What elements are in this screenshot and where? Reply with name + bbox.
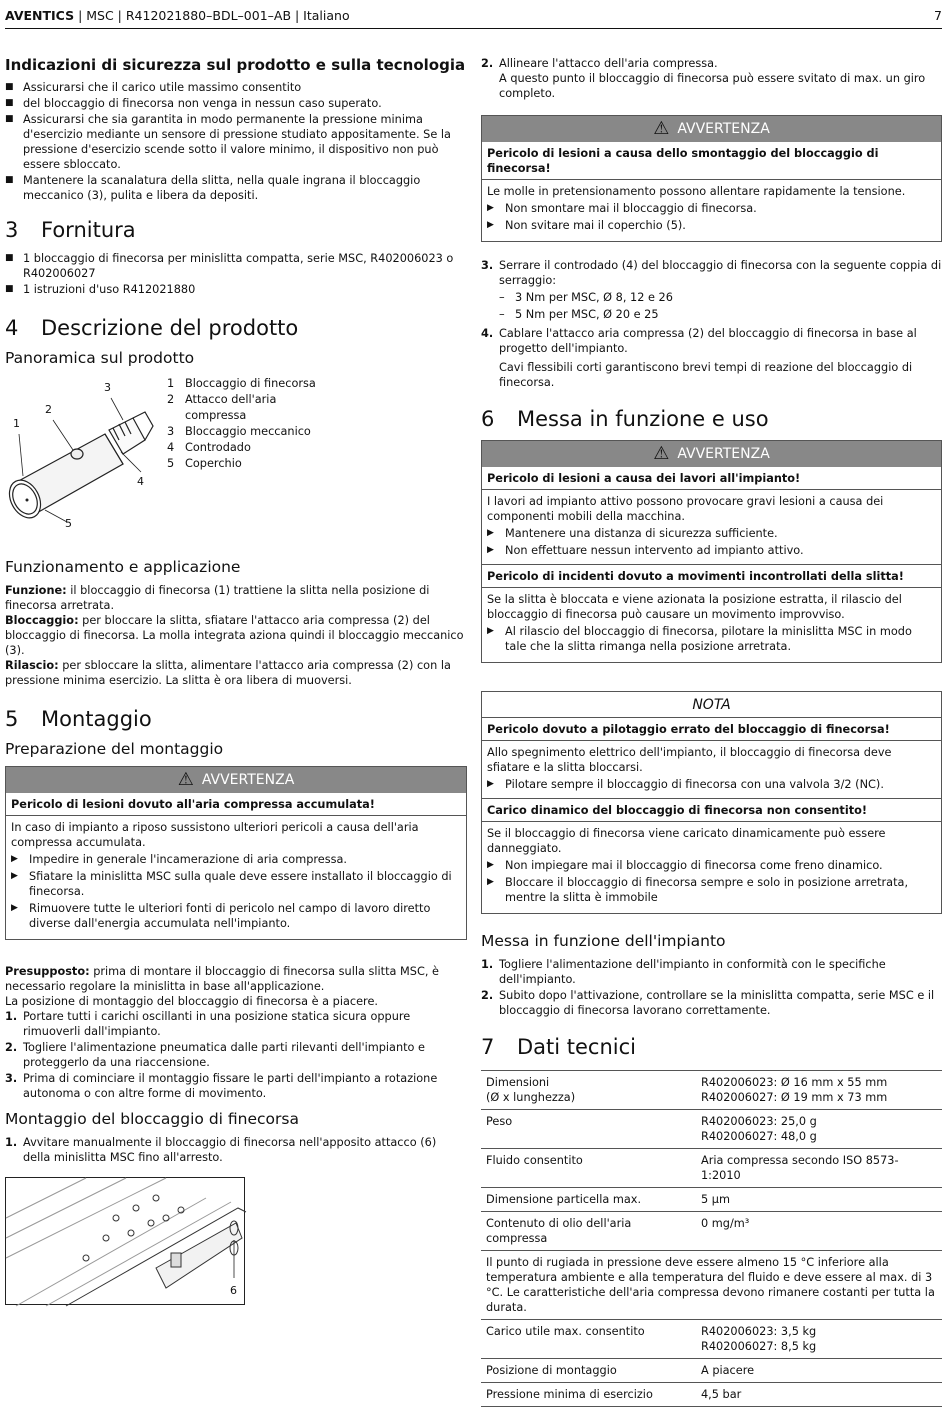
mounting-title: Montaggio del bloccaggio di finecorsa [5,1110,299,1128]
note-action [487,858,936,873]
warning-box-dismantling [481,115,942,242]
tech-value: R402006023: 25,0 g R402006027: 48,0 g [696,1110,942,1149]
prerequisite-body: prima di montare il bloccaggio di finecorsa sulla slitta MSC, è necessario regolare la minislitta in base all'applicazione. [5,965,439,993]
mounting-step-1 [5,1135,467,1165]
overview-title: Panoramica sul prodotto [5,349,195,367]
bullet-marker: ■ [5,98,14,108]
step-text: Portare tutti i carichi oscillanti in una posizione statica sicura oppure rimuoverli dall'impianto. [23,1010,411,1038]
tech-value: R402006023: 3,5 kg R402006027: 8,5 kg [696,1320,942,1359]
note-action [487,777,936,792]
bullet-marker: ■ [5,253,14,263]
header-rule [5,28,942,29]
note-separator [482,798,941,799]
safety-title: Indicazioni di sicurezza sul prodotto e sulla tecnologia [5,56,466,74]
legend-item [167,440,317,456]
legend-text: Coperchio [185,457,242,470]
brand: AVENTICS [5,8,75,23]
step-text: Serrare il controdado (4) del bloccaggio di finecorsa con la seguente coppia di serraggio: [499,259,942,287]
tech-key: Dimensione particella max. [481,1188,696,1212]
preparation-steps [5,1009,467,1101]
commissioning-title: Messa in funzione dell'impianto [481,932,726,950]
arrow-marker: ▶ [11,903,18,913]
note-actions [487,777,936,792]
figure-label-3: 3 [104,381,111,394]
note-header [482,692,941,718]
step-number: 1. [5,1010,18,1023]
prerequisite-label: Presupposto: [5,965,90,978]
tech-value: 4,5 bar [696,1383,942,1407]
warning-action [487,543,936,558]
warning-actions-2 [487,624,936,654]
legend-item [167,392,317,424]
supply-item [5,251,467,281]
preparation-step [5,1040,467,1070]
supply-item-text: 1 bloccaggio di finecorsa per minislitta compatta, serie MSC, R402006023 o R402006027 [23,252,454,280]
warning-action-text: Non smontare mai il bloccaggio di finecorsa. [505,202,757,215]
section-3-heading [5,217,467,243]
arrow-marker: ▶ [487,220,494,230]
warning-header [6,767,466,793]
tech-row [481,1359,942,1383]
warning-action-text: Non svitare mai il coperchio (5). [505,219,686,232]
right-column [481,56,942,1407]
safety-item-text: Assicurarsi che sia garantita in modo permanente la pressione minima d'esercizio mediante un sensore di pressione studiato appositamente. Se la pressione d'esercizio scende sotto il valore minimo, il dispositivo non può essere sbloccato. [23,113,451,171]
page-header [5,8,942,23]
safety-item [5,96,467,111]
section-6-heading [481,406,942,432]
warning-actions [11,852,461,931]
left-column [5,56,467,1305]
warning-action [487,624,936,654]
tech-key: Contenuto di olio dell'aria compressa [481,1212,696,1251]
section-number: 5 [5,707,19,731]
warning-action [11,901,461,931]
prerequisite-text [5,964,467,994]
section-4-heading [5,315,467,341]
tech-key: Peso [481,1110,696,1149]
step-number: 2. [5,1041,18,1054]
section-5-heading [5,706,467,732]
commissioning-steps [481,957,942,1018]
legend-text: Attacco dell'aria compressa [185,393,277,422]
note-label: NOTA [692,696,731,713]
note-title: Pericolo dovuto a pilotaggio errato del bloccaggio di finecorsa! [482,722,941,741]
section-title: Dati tecnici [517,1035,637,1059]
arrow-marker: ▶ [487,860,494,870]
warning-action [487,526,936,541]
legend-text: Bloccaggio meccanico [185,425,311,438]
supply-item [5,282,467,297]
figure-label-2: 2 [45,403,52,416]
warning-action-text: Non effettuare nessun intervento ad impianto attivo. [505,544,804,557]
doc-id: | MSC | R412021880–BDL–001–AB | Italiano [74,8,350,23]
safety-item [5,173,467,203]
step-text-note: Cavi flessibili corti garantiscono brevi tempi di reazione del bloccaggio di finecorsa. [499,361,913,389]
legend-number: 3 [167,425,175,438]
step-number: 1. [5,1136,18,1149]
note-action [487,875,936,905]
warning-text: I lavori ad impianto attivo possono provocare gravi lesioni a causa dei componenti mobili della macchina. [487,495,884,523]
function-label: Funzione: [5,584,67,597]
figure-label-4: 4 [137,475,144,488]
step-text-result: A questo punto il bloccaggio di finecorsa può essere svitato di max. un giro completo. [499,72,926,100]
step-number: 2. [481,57,494,70]
figure-label-5: 5 [65,517,72,530]
section-number: 6 [481,407,495,431]
tech-row [481,1320,942,1359]
tech-value: 5 µm [696,1188,942,1212]
function-paragraph [5,613,467,658]
step-number: 4. [481,327,494,340]
tech-row [481,1071,942,1110]
tech-value: 0 mg/m³ [696,1212,942,1251]
arrow-marker: ▶ [487,203,494,213]
product-figure [5,374,167,544]
legend-number: 2 [167,393,175,406]
section-title: Fornitura [41,218,136,242]
figure-label-6: 6 [230,1284,237,1297]
arrow-marker: ▶ [11,871,18,881]
warning-title: Pericolo di lesioni dovuto all'aria compressa accumulata! [6,797,466,816]
tech-key: Carico utile max. consentito [481,1320,696,1359]
warning-icon: ⚠ [653,118,670,139]
torque-small: 3 Nm per MSC, Ø 8, 12 e 26 [515,291,673,304]
warning-label: AVVERTENZA [677,446,770,462]
tech-row [481,1188,942,1212]
legend-number: 5 [167,457,175,470]
warning-box-compressed-air [5,766,467,940]
mounting-step-2 [481,56,942,101]
commissioning-step [481,957,942,987]
bullet-marker: ■ [5,82,14,92]
arrow-marker: ▶ [11,854,18,864]
step-number: 3. [5,1072,18,1085]
tech-value: A piacere [696,1359,942,1383]
arrow-marker: ▶ [487,779,494,789]
header-title [5,8,350,23]
warning-header [482,116,941,142]
warning-separator [482,564,941,565]
step-text: Togliere l'alimentazione pneumatica dalle parti rilevanti dell'impianto e proteggerlo da una riaccensione. [23,1041,426,1069]
step-text-line: Cablare l'attacco aria compressa (2) del bloccaggio di finecorsa in base al progetto dell'impianto. [499,327,917,355]
legend-text: Bloccaggio di finecorsa [185,377,316,390]
safety-item [5,80,467,95]
function-text: per bloccare la slitta, sfiatare l'attacco aria compressa (2) del bloccaggio di finecorsa. La molla integrata aziona quindi il bloccaggio meccanico (3). [5,614,464,657]
section-number: 7 [481,1035,495,1059]
step-number: 3. [481,259,494,272]
step-text: Avvitare manualmente il bloccaggio di finecorsa nell'apposito attacco (6) della minislitta MSC fino all'arresto. [23,1136,437,1164]
warning-title-2: Pericolo di incidenti dovuto a movimenti incontrollati della slitta! [482,569,941,588]
torque-large: 5 Nm per MSC, Ø 20 e 25 [515,308,659,321]
function-paragraph [5,658,467,688]
mounting-step-3 [481,258,942,322]
tech-key: Il punto di rugiada in pressione deve essere almeno 15 °C inferiore alla temperatura ambiente e alla temperatura del fluido e deve essere al max. di 3 °C. Le caratteristiche dell'aria compressa devono rimanere costanti per tutta la durata. [481,1251,942,1320]
warning-action [487,201,936,216]
note-text-2: Se il bloccaggio di finecorsa viene caricato dinamicamente può essere danneggiato. [487,827,886,855]
mounting-step-4 [481,326,942,390]
bullet-marker: ■ [5,175,14,185]
preparation-step [5,1009,467,1039]
tech-row [481,1383,942,1407]
warning-icon: ⚠ [653,443,670,464]
tech-key: Fluido consentito [481,1149,696,1188]
safety-list [5,80,467,203]
legend-item [167,376,317,392]
tech-key: Pressione minima di esercizio [481,1383,696,1407]
note-action-text: Non impiegare mai il bloccaggio di finecorsa come freno dinamico. [505,859,883,872]
preparation-title: Preparazione del montaggio [5,740,224,758]
tech-value: Aria compressa secondo ISO 8573-1:2010 [696,1149,942,1188]
warning-label: AVVERTENZA [201,772,295,788]
warning-box-operation [481,440,942,663]
arrow-marker: ▶ [487,877,494,887]
legend-number: 4 [167,441,175,454]
tech-row [481,1149,942,1188]
tech-row [481,1110,942,1149]
warning-action-text: Impedire in generale l'incamerazione di aria compressa. [29,853,348,866]
function-text: per sbloccare la slitta, alimentare l'attacco aria compressa (2) con la pressione minima esercizio. La slitta è ora libera di muoversi. [5,659,451,687]
legend-number: 1 [167,377,175,390]
note-action-text: Bloccare il bloccaggio di finecorsa sempre e solo in posizione arretrata, mentre la slitta è immobile [505,876,909,904]
step-text: Subito dopo l'attivazione, controllare se la minislitta compatta, serie MSC e il bloccaggio di finecorsa lavorano correttamente. [499,989,935,1017]
function-label: Rilascio: [5,659,59,672]
arrow-marker: ▶ [487,528,494,538]
function-text: il bloccaggio di finecorsa (1) trattiene la slitta nella posizione di finecorsa arretrata. [5,584,430,612]
warning-title: Pericolo di lesioni a causa dello smontaggio del bloccaggio di finecorsa! [482,146,941,180]
step-text: Togliere l'alimentazione dell'impianto in conformità con le specifiche dell'impianto. [499,958,886,986]
figure-legend [167,374,317,552]
step-text [499,56,942,101]
note-box [481,691,942,914]
section-title: Messa in funzione e uso [517,407,769,431]
dash-marker: – [499,291,505,304]
step-text [499,326,942,390]
legend-text: Controdado [185,441,251,454]
function-title: Funzionamento e applicazione [5,558,241,576]
warning-action [11,852,461,867]
mounting-figure [5,1177,245,1305]
warning-text-2: Se la slitta è bloccata e viene azionata la posizione estratta, il rilascio del bloccaggio di finecorsa può causare un movimento improvviso. [487,593,902,621]
warning-header [482,441,941,467]
step-number: 2. [481,989,494,1002]
warning-action [11,869,461,899]
position-text: La posizione di montaggio del bloccaggio di finecorsa è a piacere. [5,995,378,1008]
bullet-marker: ■ [5,284,14,294]
note-action-text: Pilotare sempre il bloccaggio di finecorsa con una valvola 3/2 (NC). [505,778,884,791]
warning-action-text: Sfiatare la minislitta MSC sulla quale deve essere installato il bloccaggio di finecorsa. [29,870,452,898]
warning-actions [487,526,936,558]
warning-action [487,218,936,233]
mounting-drawing [6,1178,246,1306]
section-number: 4 [5,316,19,340]
supply-item-text: 1 istruzioni d'uso R412021880 [23,283,196,296]
tech-row [481,1251,942,1320]
warning-title: Pericolo di lesioni a causa dei lavori all'impianto! [482,471,941,490]
warning-text: In caso di impianto a riposo sussistono ulteriori pericoli a causa dell'aria compressa accumulata. [11,821,419,849]
section-title: Montaggio [41,707,152,731]
page-number: 7 [934,8,942,23]
note-text: Allo spegnimento elettrico dell'impianto, il bloccaggio di finecorsa deve sfiatare e la slitta bloccarsi. [487,746,892,774]
technical-data-table [481,1070,942,1407]
warning-action-text: Rimuovere tutte le ulteriori fonti di pericolo nel campo di lavoro diretto diverse dall'energia accumulata nell'impianto. [29,902,431,930]
warning-actions [487,201,936,233]
step-text-line: Allineare l'attacco dell'aria compressa. [499,57,718,70]
section-title: Descrizione del prodotto [41,316,299,340]
legend-item [167,424,317,440]
tech-key: Posizione di montaggio [481,1359,696,1383]
safety-item-text: del bloccaggio di finecorsa non venga in nessun caso superato. [23,97,382,110]
tech-row [481,1212,942,1251]
warning-action-text: Mantenere una distanza di sicurezza sufficiente. [505,527,778,540]
safety-item-text: Assicurarsi che il carico utile massimo consentito [23,81,302,94]
arrow-marker: ▶ [487,626,494,636]
figure-label-1: 1 [13,417,20,430]
supply-list [5,251,467,297]
step-number: 1. [481,958,494,971]
function-paragraphs [5,583,467,688]
section-number: 3 [5,218,19,242]
product-drawing [5,374,167,544]
safety-item-text: Mantenere la scanalatura della slitta, nella quale ingrana il bloccaggio meccanico (3), pulita e libera da depositi. [23,174,421,202]
note-actions-2 [487,858,936,905]
bullet-marker: ■ [5,114,14,124]
legend-item [167,456,317,472]
preparation-step [5,1071,467,1101]
safety-item [5,112,467,172]
dash-marker: – [499,308,505,321]
commissioning-step [481,988,942,1018]
step-text: Prima di cominciare il montaggio fissare le parti dell'impianto a rotazione autonoma o con altre forme di movimento. [23,1072,438,1100]
warning-icon: ⚠ [177,769,194,790]
tech-value: R402006023: Ø 16 mm x 55 mm R402006027: Ø 19 mm x 73 mm [696,1071,942,1110]
product-figure-block [5,374,467,552]
note-title-2: Carico dinamico del bloccaggio di finecorsa non consentito! [482,803,941,822]
warning-label: AVVERTENZA [677,121,770,137]
tech-key: Dimensioni (Ø x lunghezza) [481,1071,696,1110]
function-label: Bloccaggio: [5,614,79,627]
section-7-heading [481,1034,942,1060]
arrow-marker: ▶ [487,545,494,555]
warning-action-text: Al rilascio del bloccaggio di finecorsa, pilotare la minislitta MSC in modo tale che la slitta rimanga nella posizione arretrata. [505,625,912,653]
function-paragraph [5,583,467,613]
warning-text: Le molle in pretensionamento possono allentare rapidamente la tensione. [487,185,906,198]
